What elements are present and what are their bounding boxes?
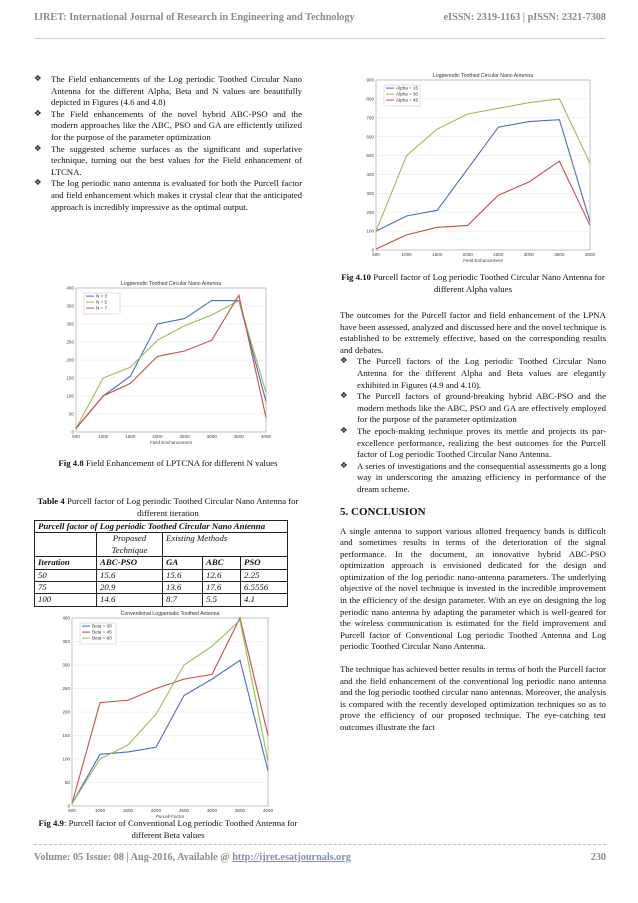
table-title: Purcell factor of Log periodic Toothed Circular Nano Antenna: [35, 521, 288, 533]
y-tick-label: 300: [366, 190, 374, 196]
x-tick-label: 2500: [493, 252, 504, 257]
table-row: [35, 582, 288, 594]
table-cell: 14.6: [97, 594, 163, 606]
legend-label: Beta = 45: [92, 629, 112, 635]
y-tick-label: 200: [62, 709, 70, 715]
diamond-bullet-icon: ❖: [340, 425, 348, 436]
footer-divider: [34, 844, 606, 845]
x-tick-label: 3500: [234, 808, 246, 813]
y-tick-label: 800: [366, 96, 374, 102]
bullet-text: The suggested scheme surfaces as the significant and superlative technique, turning out the best values for the Field enhancement of LTCNA.: [51, 143, 302, 177]
diamond-bullet-icon: ❖: [34, 178, 42, 189]
caption-label: Fig 4.10: [341, 272, 372, 282]
figure-4-8-caption: [34, 458, 302, 470]
header-divider: [34, 38, 606, 39]
x-axis-label: Field Enchancement: [150, 440, 192, 445]
table-cell: 6.5556: [241, 582, 288, 594]
y-tick-label: 400: [62, 615, 70, 621]
chart-fig410: [362, 70, 596, 266]
bullet-item: [34, 144, 302, 179]
x-tick-label: 1000: [94, 808, 106, 813]
legend-label: N = 5: [96, 299, 108, 305]
y-tick-label: 100: [366, 228, 374, 234]
legend-label: Alpha = 15: [396, 85, 419, 91]
conclusion-paragraph-2: The technique has achieved better results in terms of both the Purcell factor and the field enhancement of the conventional log periodic nano antenna and the log periodic toothed circular nano antennas. Moreover, the analysis is compared with the recently developed optimization techniques so as to prove the efficiency of our proposed technique. The eye-catching test outcomes illustrate the fact: [340, 664, 606, 732]
bullet-item: [34, 74, 302, 109]
y-tick-label: 150: [66, 375, 74, 381]
caption-text: Purcell factor of Log periodic Toothed Circular Nano Antenna for different Alpha values: [371, 272, 605, 294]
bullet-item: [340, 426, 606, 461]
x-tick-label: 2000: [462, 252, 473, 257]
x-tick-label: 4000: [262, 808, 274, 813]
bullet-item: [34, 178, 302, 213]
diamond-bullet-icon: ❖: [34, 74, 42, 84]
y-tick-label: 0: [371, 247, 374, 253]
x-tick-label: 4000: [584, 252, 596, 257]
y-tick-label: 900: [366, 77, 374, 83]
caption-text: : Purcell factor of Conventional Log periodic Toothed Antenna for different Beta values: [63, 818, 298, 840]
legend-label: Alpha = 45: [396, 97, 419, 103]
x-tick-label: 1000: [401, 252, 412, 257]
table-cell: 20.9: [97, 582, 163, 594]
x-tick-label: 3000: [523, 252, 534, 257]
table-cell: 15.6: [163, 569, 203, 581]
bullet-text: The Field enhancements of the novel hybrid ABC-PSO and the modern approaches like the ABC, PSO and GA are efficiently utilized for the purpose of the parameter optimization: [51, 108, 302, 142]
footer-volume: [34, 852, 351, 863]
x-tick-label: 1000: [98, 434, 109, 439]
table-cell: 100: [35, 594, 97, 606]
x-tick-label: 3000: [206, 434, 217, 439]
bullet-text: The epoch-making technique proves its mettle and projects its par-excellence performance, realizing the best outcomes for the Purcell factor of Log periodic Toothed Circular Nano Antenna.: [357, 425, 606, 460]
x-tick-label: 2000: [150, 808, 162, 813]
chart-title: Logperiodic Toothed Circular Nano Antenna: [120, 281, 222, 287]
x-tick-label: 4000: [260, 434, 272, 439]
y-tick-label: 50: [64, 780, 70, 786]
table-cell: 5.5: [203, 594, 241, 606]
y-tick-label: 150: [62, 733, 70, 739]
y-tick-label: 350: [62, 639, 70, 645]
page-header: [34, 12, 606, 26]
bullet-text: The log periodic nano antenna is evaluated for both the Purcell factor and field enhancement which makes it crystal clear that the anticipated approach is incredibly impressive as the optimal output.: [51, 178, 302, 212]
bullet-text: The Purcell factors of the Log periodic Toothed Circular Nano Antenna for the different Alpha and Beta values are elegantly exhibited in Figures (4.9 and 4.10).: [357, 356, 606, 390]
x-tick-label: 3500: [233, 434, 244, 439]
x-axis-label: Field Enhancement: [463, 258, 503, 263]
legend-label: Beta = 30: [92, 623, 112, 629]
journal-link[interactable]: http://ijret.esatjournals.org: [232, 852, 351, 863]
volume-text: Volume: 05 Issue: 08 | Aug-2016, Available @: [34, 852, 233, 863]
x-tick-label: 2500: [179, 434, 190, 439]
caption-label: Table 4: [37, 496, 65, 506]
y-tick-label: 700: [366, 115, 374, 121]
column-header: Iteration: [35, 557, 97, 569]
y-tick-label: 500: [366, 153, 374, 159]
column-header: GA: [163, 557, 203, 569]
x-tick-label: 1500: [122, 808, 134, 813]
figure-4-10-caption: [340, 272, 606, 295]
y-tick-label: 200: [366, 209, 374, 215]
bullet-item: [340, 391, 606, 426]
table-row: [35, 569, 288, 581]
column-header: PSO: [241, 557, 288, 569]
figure-4-8: [62, 278, 272, 448]
issn-info: eISSN: 2319-1163 | pISSN: 2321-7308: [443, 12, 606, 23]
table-header-row: [35, 557, 288, 569]
y-tick-label: 200: [66, 357, 74, 363]
caption-text: Purcell factor of Log periodic Toothed Circular Nano Antenna for different iteration: [64, 496, 299, 518]
page-footer: [34, 852, 606, 866]
column-header: ABC: [203, 557, 241, 569]
chart-title: Logperiodic Toothed Circular Nano Antenna: [432, 73, 534, 79]
bullet-text: A series of investigations and the consequential assessments go a long way in underscoring the amazing efficiency in performance of the dream scheme.: [357, 460, 606, 494]
table-title-row: [35, 521, 288, 533]
table-cell: 15.6: [97, 569, 163, 581]
conclusion-heading: 5. CONCLUSION: [340, 505, 426, 518]
column-header: ABC-PSO: [97, 557, 163, 569]
table-4: [34, 520, 288, 607]
diamond-bullet-icon: ❖: [340, 356, 348, 367]
x-tick-label: 500: [372, 252, 380, 257]
figure-4-9: [58, 608, 274, 822]
chart-fig48: [62, 278, 272, 448]
chart-title: Conventional Logperiodic Toothed Antenna: [120, 611, 220, 617]
table-cell: 4.1: [241, 594, 288, 606]
table-cell: 8.7: [163, 594, 203, 606]
y-tick-label: 600: [366, 134, 374, 140]
conclusion-paragraph-1: A single antenna to support various allotted frequency bands is difficult and sometimes results in terms of the deterioration of the signal performance. In the document, an innovative hybrid ABC-PSO optimization approach is envisioned dedicated for the design and optimization of the log periodic nano-antenna parameters. The underlying objective of the novel technique is invested in the incredible improvement in the efficiency of the design parameter. With an eye on designing the log periodic nano antenna by adapting the parameter which is well-geared for the wireless communication is estimated for the field improvement and Purcell factor of Conventional Log periodic Toothed Antenna and Log periodic Toothed Circular Nano Antenna.: [340, 525, 606, 652]
bullet-item: [340, 461, 606, 496]
x-tick-label: 3000: [206, 808, 218, 813]
bullet-text: The Field enhancements of the Log periodic Toothed Circular Nano Antenna for the different Alpha, Beta and N values are beautifully depicted in Figures (4.6 and 4.8): [51, 74, 302, 108]
x-tick-label: 1600: [432, 252, 443, 257]
table-cell: 75: [35, 582, 97, 594]
legend-label: N = 3: [96, 293, 108, 299]
y-tick-label: 50: [68, 411, 74, 417]
y-tick-label: 250: [62, 686, 70, 692]
legend-label: Alpha = 30: [396, 91, 419, 97]
bullet-text: The Purcell factors of ground-breaking hybrid ABC-PSO and the modern methods like the ABC, PSO and GA are effectively employed for the purpose of the parameter optimization: [357, 391, 606, 425]
y-tick-label: 400: [66, 285, 74, 291]
y-tick-label: 350: [66, 303, 74, 309]
x-tick-label: 2000: [152, 434, 163, 439]
y-tick-label: 300: [62, 662, 70, 668]
y-tick-label: 100: [62, 756, 70, 762]
table-row: [35, 594, 288, 606]
bullet-item: [340, 356, 606, 391]
diamond-bullet-icon: ❖: [34, 108, 42, 119]
y-tick-label: 300: [66, 321, 74, 327]
right-text: [340, 310, 606, 734]
table-cell: [35, 533, 97, 557]
diamond-bullet-icon: ❖: [340, 460, 348, 471]
y-tick-label: 400: [366, 172, 374, 178]
existing-header: Existing Methods: [163, 533, 288, 557]
legend-label: Beta = 60: [92, 635, 112, 641]
intro-paragraph: The outcomes for the Purcell factor and field enhancement of the LPNA have been assessed, analyzed and discussed here and the novel technique is established to be extremely effective, based on the corresponding results and debates.: [340, 310, 606, 355]
caption-label: Fig 4.9: [38, 818, 64, 828]
chart-fig49: [58, 608, 274, 822]
table-cell: 50: [35, 569, 97, 581]
table-cell: 17.6: [203, 582, 241, 594]
results-table: [34, 520, 288, 607]
x-tick-label: 500: [68, 808, 76, 813]
page-number: 230: [590, 852, 606, 863]
x-axis-label: Purcell Factor: [155, 814, 185, 819]
bullet-item: [34, 109, 302, 144]
figure-4-9-caption: [34, 818, 302, 841]
figure-4-10: [362, 70, 596, 266]
table-4-caption: [34, 496, 302, 519]
y-tick-label: 0: [71, 429, 74, 435]
x-tick-label: 2500: [178, 808, 190, 813]
x-tick-label: 500: [72, 434, 80, 439]
y-tick-label: 100: [66, 393, 74, 399]
caption-label: Fig 4.8: [58, 458, 84, 468]
y-tick-label: 250: [66, 339, 74, 345]
legend-label: N = 7: [96, 305, 108, 311]
table-cell: 12.6: [203, 569, 241, 581]
table-group-row: [35, 533, 288, 557]
x-tick-label: 1500: [125, 434, 136, 439]
table-cell: 13.6: [163, 582, 203, 594]
journal-title: IJRET: International Journal of Research in Engineering and Technology: [34, 12, 355, 23]
caption-text: Field Enhancement of LPTCNA for different N values: [83, 458, 278, 468]
y-tick-label: 0: [67, 803, 70, 809]
table-cell: 2.25: [241, 569, 288, 581]
diamond-bullet-icon: ❖: [340, 391, 348, 402]
left-column: [34, 74, 302, 213]
diamond-bullet-icon: ❖: [34, 143, 42, 154]
x-tick-label: 3500: [554, 252, 565, 257]
proposed-header: Proposed Technique: [97, 533, 163, 557]
